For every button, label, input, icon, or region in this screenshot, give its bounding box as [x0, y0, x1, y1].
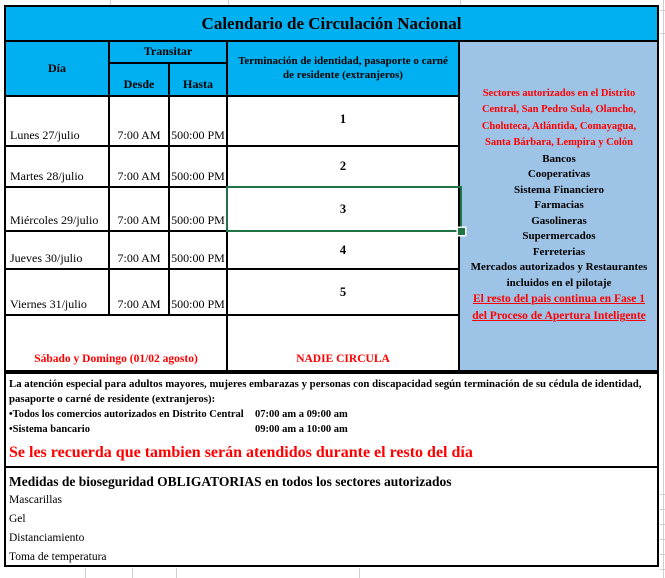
sectors-footnote-line: del Proceso de Apertura Inteligente [472, 310, 646, 323]
from-cell[interactable] [110, 232, 168, 268]
sector-item: Bancos [542, 152, 576, 165]
col-header-from[interactable] [110, 64, 168, 95]
digit-cell[interactable] [228, 147, 458, 186]
day-cell[interactable] [6, 97, 108, 145]
day-label: Jueves 30/julio [10, 251, 83, 265]
digit-cell[interactable] [228, 97, 458, 141]
col-header-termination-label: Terminación de identidad, pasaporte o carné de residente (extranjeros) [238, 55, 448, 81]
bullet-label: •Todos los comercios autorizados en Distrito Central [9, 409, 244, 420]
day-label: Miércoles 29/julio [10, 213, 99, 227]
from-cell[interactable] [110, 97, 168, 145]
col-header-transit[interactable] [110, 41, 226, 62]
from-value: 7:00 AM [117, 251, 161, 265]
to-cell[interactable] [170, 232, 226, 268]
selected-cell-border [226, 186, 462, 232]
weekend-label: Sábado y Domingo (01/02 agosto) [34, 353, 198, 365]
sector-item: Cooperativas [527, 168, 591, 181]
to-cell[interactable] [170, 270, 226, 314]
day-cell[interactable] [6, 188, 108, 230]
authorized-sectors-cell[interactable] [461, 41, 657, 370]
gridline [663, 0, 664, 578]
attention-section[interactable] [6, 374, 657, 466]
col-header-transit-label: Transitar [143, 44, 193, 58]
from-cell[interactable] [110, 270, 168, 314]
gridline [176, 568, 177, 578]
digit-value: 5 [339, 284, 347, 299]
digit-value: 2 [339, 159, 347, 173]
to-value: 500:00 PM [171, 169, 225, 183]
bullet-time: 07:00 am a 09:00 am [255, 409, 348, 420]
bullet-time: 09:00 am a 10:00 am [255, 424, 348, 435]
gridline [85, 568, 86, 578]
to-value: 500:00 PM [171, 297, 225, 311]
col-header-to-label: Hasta [183, 77, 213, 91]
gridline [359, 568, 360, 578]
day-label: Viernes 31/julio [10, 297, 87, 311]
sectors-header-line: Sectores autorizados en el Distrito [482, 87, 636, 99]
sectors-header-line: Santa Bárbara, Lempira y Colón [485, 137, 633, 149]
digit-value: 1 [339, 111, 347, 126]
gridline [660, 524, 665, 525]
to-value: 500:00 PM [171, 251, 225, 265]
day-cell[interactable] [6, 147, 108, 186]
biosafety-item: Gel [9, 513, 26, 525]
sectors-footnote-line: El resto del pais continua en Fase 1 [473, 293, 645, 306]
from-cell[interactable] [110, 147, 168, 186]
gridline [660, 10, 665, 11]
gridline [660, 539, 665, 540]
calendar-title: Calendario de Circulación Nacional [201, 13, 462, 33]
col-header-day-label: Día [48, 60, 66, 75]
reminder-text: Se les recuerda que tambien serán atendidos durante el resto del día [9, 444, 473, 461]
day-cell[interactable] [6, 270, 108, 314]
biosafety-item: Distanciamiento [9, 532, 85, 544]
biosafety-heading: Medidas de bioseguridad OBLIGATORIAS en todos los sectores autorizados [9, 474, 452, 489]
biosafety-section[interactable] [6, 468, 657, 565]
from-value: 7:00 AM [117, 169, 161, 183]
to-value: 500:00 PM [171, 128, 225, 142]
fill-handle[interactable] [458, 228, 465, 235]
day-label: Lunes 27/julio [10, 128, 80, 142]
col-header-to[interactable] [170, 64, 226, 95]
to-cell[interactable] [170, 188, 226, 230]
from-value: 7:00 AM [117, 213, 161, 227]
sector-item: Supermercados [522, 230, 596, 243]
biosafety-item: Toma de temperatura [9, 551, 107, 563]
col-header-day[interactable] [6, 41, 108, 95]
gridline [132, 568, 133, 578]
digit-cell[interactable] [228, 232, 458, 268]
biosafety-item: Mascarillas [9, 494, 63, 506]
weekend-label-cell[interactable] [6, 316, 226, 370]
digit-value: 4 [339, 242, 347, 257]
from-value: 7:00 AM [117, 297, 161, 311]
attention-intro: La atención especial para adultos mayores, mujeres embarazas y personas con discapacidad según terminación de su cédula de identidad, pasaporte o carné de residente (extranjeros): [9, 378, 642, 405]
gridline [660, 569, 665, 570]
attention-bullet [9, 407, 657, 422]
weekend-value: NADIE CIRCULA [296, 353, 390, 365]
from-value: 7:00 AM [117, 128, 161, 142]
bullet-label: •Sistema bancario [9, 424, 90, 435]
digit-value: 3 [339, 201, 347, 216]
sector-item: Mercados autorizados y Restaurantes incluidos en el pilotaje [470, 261, 648, 289]
col-header-from-label: Desde [123, 77, 155, 91]
sectors-header-line: Central, San Pedro Sula, Olancho, [481, 104, 637, 116]
gridline [660, 494, 665, 495]
to-value: 500:00 PM [171, 213, 225, 227]
day-label: Martes 28/julio [10, 169, 84, 183]
weekend-value-cell[interactable] [228, 316, 458, 370]
digit-cell[interactable] [228, 270, 458, 314]
sectors-header-line: Choluteca, Atlántida, Comayagua, [481, 120, 637, 132]
sector-item: Farmacias [534, 199, 584, 212]
attention-bullet [9, 422, 657, 437]
to-cell[interactable] [170, 147, 226, 186]
to-cell[interactable] [170, 97, 226, 145]
gridline [660, 33, 665, 34]
sector-item: Ferreterias [532, 245, 586, 258]
col-header-termination[interactable] [228, 41, 458, 95]
gridline [660, 554, 665, 555]
sector-item: Gasolineras [531, 214, 587, 227]
from-cell[interactable] [110, 188, 168, 230]
gridline [660, 509, 665, 510]
day-cell[interactable] [6, 232, 108, 268]
sector-item: Sistema Financiero [514, 183, 604, 196]
